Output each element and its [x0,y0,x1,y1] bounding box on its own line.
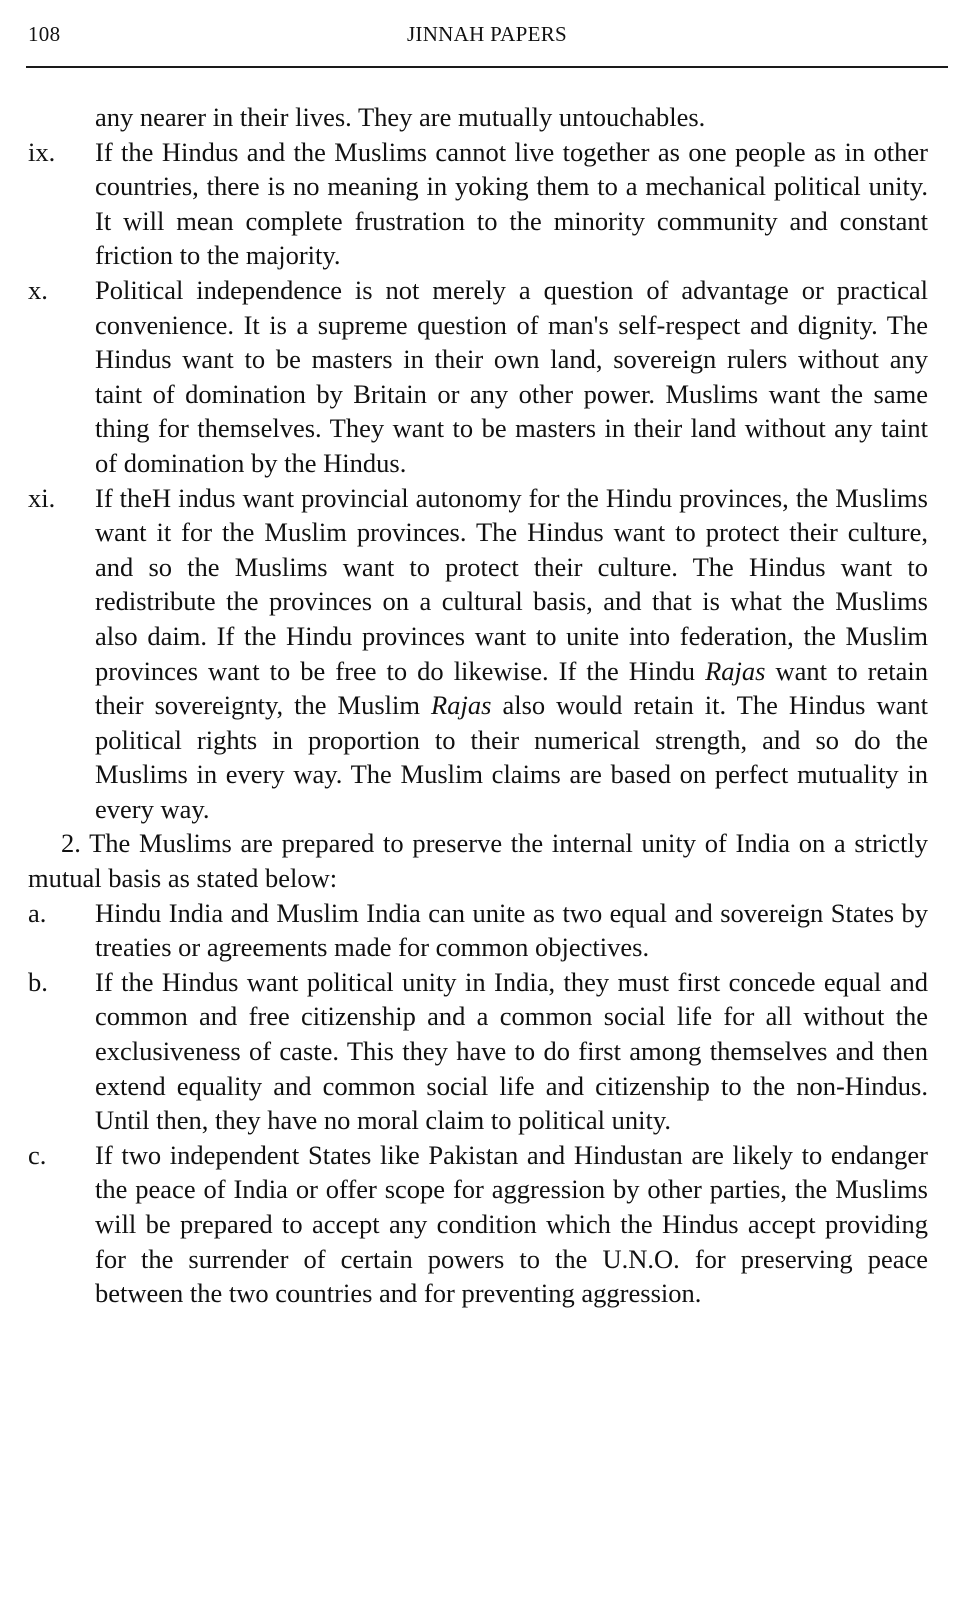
list-item-c [28,1138,928,1311]
list-item-x [28,273,928,481]
running-title: JINNAH PAPERS [406,22,568,46]
paragraph-2: 2. The Muslims are prepared to preserve the internal unity of India on a strictly mutual basis as stated below: [28,828,928,894]
continuation-line: any nearer in their lives. They are mutually untouchables. [95,102,706,132]
item-text-part-1: If theH indus want provincial autonomy for the Hindu provinces, the Muslims want it for the Muslim provinces. The Hindus want to protect their culture, and so the Muslims want to protect their culture. The Hindus want to redistribute the provinces on a cultural basis, and that is what the Muslims also daim. If the Hindu provinces want to unite into federation, the Muslim provinces want to be free to do likewise. If the Hindu [95,482,928,686]
item-marker: a. [28,897,47,928]
item-text-part-2: want to retain their sovereignty, the Muslim [95,655,929,721]
item-text: If the Hindus and the Muslims cannot live together as one people as in other countries, there is no meaning in yoking them to a mechanical political unity. It will mean complete frustration to the minority community and constant friction to the majority. [95,136,928,271]
list-item-a [28,896,928,965]
item-marker: c. [28,1139,47,1170]
italic-term-rajas: Rajas [431,690,492,721]
list-item-b [28,965,928,1138]
item-marker: ix. [28,136,56,167]
item-marker: x. [28,274,48,305]
item-text: If the Hindus want political unity in India, they must first concede equal and common and free citizenship and a common social life for all without the exclusiveness of caste. This they have to do first among themselves and then extend equality and common social life and citizenship to the non-Hindus. Until then, they have no moral claim to political unity. [95,966,928,1136]
item-text: If two independent States like Pakistan and Hindustan are likely to endanger the peace of India or offer scope for aggression by other parties, the Muslims will be prepared to accept any condition which the Hindus accept providing for the surrender of certain powers to the U.N.O. for preserving peace between the two countries and for preventing aggression. [95,1139,928,1309]
page-number: 108 [28,22,61,46]
item-marker: xi. [28,482,56,513]
item-marker: b. [28,966,48,997]
list-item-xi [28,481,928,827]
item-text: Hindu India and Muslim India can unite as two equal and sovereign States by treaties or agreements made for common objectives. [95,897,928,963]
list-item-ix [28,135,928,273]
item-text: Political independence is not merely a question of advantage or practical convenience. It is a supreme question of man's self-respect and dignity. The Hindus want to be masters in their own land, sovereign rulers without any taint of domination by Britain or any other power. Muslims want the same thing for themselves. They want to be masters in their land without any taint of domination by the Hindus. [95,274,928,478]
page-header [28,18,946,58]
italic-term-rajas: Rajas [705,655,766,686]
item-text-part-3: also would retain it. The Hindus want political rights in proportion to their numerical strength, and so do the Muslims in every way. The Muslim claims are based on perfect mutuality in every way. [95,690,929,824]
page-body [28,100,928,1311]
header-rule [26,66,948,68]
